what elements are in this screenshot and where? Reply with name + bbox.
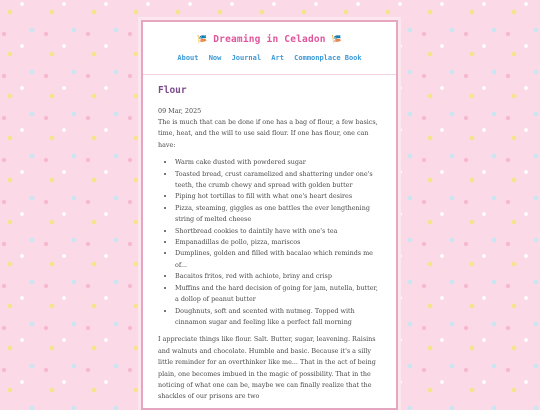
post-closing: I appreciate things like flour. Salt. Butter, sugar, leavening. Raisins and walnuts and chocolate. Humble and basic. Because it's a silly little reminder for an overthinker like me... That in the act of being plain, one becomes imbued in the magic of possibility. That in the noticing of what one can be, maybe we can finally realize that the shackles of our prisons are two	[158, 335, 376, 401]
list-item: • Toasted bread, crust caramelized and shattering under one's teeth, the crumb chewy and spread with golden butter	[175, 169, 381, 192]
post-title: Flour	[158, 85, 187, 96]
main-nav	[143, 54, 396, 62]
page-card	[141, 20, 398, 410]
list-item: • Empanadillas de pollo, pizza, mariscos	[175, 237, 381, 248]
nav-art[interactable]: Art	[271, 54, 284, 62]
site-title-text: Dreaming in Celadon	[213, 34, 326, 45]
nav-about[interactable]: About	[177, 54, 199, 62]
list-item: • Dumplines, golden and filled with bacalao which reminds me of...	[175, 248, 381, 271]
nav-commonplace-book[interactable]: Commonplace Book	[294, 54, 362, 62]
post-intro: The is much that can be done if one has a bag of flour, a few basics, time, heat, and the will to use said flour. If one has flour, one can have:	[158, 118, 378, 149]
koinobori-icon: 🎏	[197, 35, 208, 44]
nav-now[interactable]: Now	[208, 54, 222, 62]
list-item: • Shortbread cookies to daintily have with one's tea	[175, 226, 381, 237]
list-item: • Muffins and the hard decision of going for jam, nutella, butter, a dollop of peanut butter	[175, 283, 381, 306]
list-item: • Warm cake dusted with powdered sugar	[175, 157, 381, 168]
koinobori-icon: 🎏	[331, 35, 342, 44]
list-item: • Piping hot tortillas to fill with what one's heart desires	[175, 191, 381, 202]
nav-journal[interactable]: Journal	[231, 54, 262, 62]
site-title[interactable]	[143, 22, 396, 45]
list-item: • Bacaitos fritos, red with achiote, briny and crisp	[175, 271, 381, 282]
list-item: • Doughnuts, soft and scented with nutmeg. Topped with cinnamon sugar and feeling like a perfect fall morning	[175, 306, 381, 329]
post-date: 09 Mar, 2025	[158, 107, 202, 115]
list-item: • Pizza, steaming, giggles as one battles the ever lengthening string of melted cheese	[175, 203, 381, 226]
post-content	[143, 75, 396, 403]
site-header	[143, 22, 396, 75]
flour-list	[158, 157, 381, 328]
